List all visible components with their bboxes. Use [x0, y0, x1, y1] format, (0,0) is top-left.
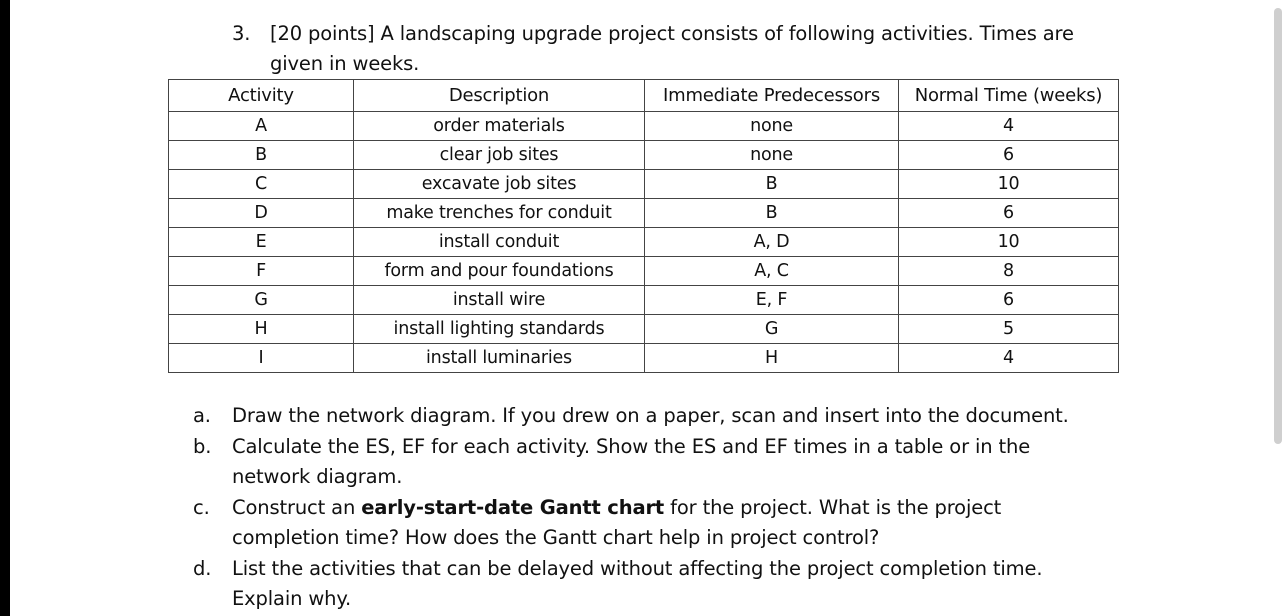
time-cell: 6	[899, 286, 1119, 315]
activity-cell: H	[169, 315, 354, 344]
table-row	[169, 199, 1119, 228]
predecessors-cell: B	[645, 199, 899, 228]
activity-cell: G	[169, 286, 354, 315]
predecessors-cell: E, F	[645, 286, 899, 315]
part-d-line-2: Explain why.	[232, 587, 352, 610]
time-cell: 8	[899, 257, 1119, 286]
activity-cell: E	[169, 228, 354, 257]
description-cell: install lighting standards	[354, 315, 645, 344]
part-d	[190, 554, 1130, 615]
header-activity: Activity	[169, 80, 354, 112]
part-a-marker: a.	[193, 404, 211, 427]
scrollbar-track[interactable]	[1270, 0, 1284, 616]
predecessors-cell: A, C	[645, 257, 899, 286]
description-cell: install conduit	[354, 228, 645, 257]
time-cell: 6	[899, 199, 1119, 228]
description-cell: clear job sites	[354, 141, 645, 170]
predecessors-cell: G	[645, 315, 899, 344]
activity-cell: B	[169, 141, 354, 170]
window-left-edge	[0, 0, 10, 616]
part-c-pre: Construct an	[232, 495, 362, 519]
activity-cell: A	[169, 112, 354, 141]
table-row	[169, 228, 1119, 257]
time-cell: 10	[899, 228, 1119, 257]
part-a-text: Draw the network diagram. If you drew on a paper, scan and insert into the document.	[232, 404, 1069, 427]
description-cell: install luminaries	[354, 344, 645, 373]
predecessors-cell: none	[645, 141, 899, 170]
predecessors-cell: H	[645, 344, 899, 373]
predecessors-cell: A, D	[645, 228, 899, 257]
header-predecessors: Immediate Predecessors	[645, 80, 899, 112]
table-row	[169, 112, 1119, 141]
table-row	[169, 141, 1119, 170]
part-c-post: for the project. What is the project	[664, 495, 1002, 519]
question-parts-list	[190, 401, 1130, 615]
activity-cell: D	[169, 199, 354, 228]
description-cell: order materials	[354, 112, 645, 141]
table-header-row	[169, 80, 1119, 112]
question-heading	[232, 19, 1152, 79]
part-c-line-2: completion time? How does the Gantt chart help in project control?	[232, 526, 880, 549]
activity-cell: F	[169, 257, 354, 286]
description-cell: install wire	[354, 286, 645, 315]
part-b-line-2: network diagram.	[232, 465, 403, 488]
header-normal-time: Normal Time (weeks)	[899, 80, 1119, 112]
part-b	[190, 432, 1130, 493]
activities-table	[168, 79, 1119, 373]
predecessors-cell: none	[645, 112, 899, 141]
time-cell: 6	[899, 141, 1119, 170]
activity-cell: I	[169, 344, 354, 373]
table-row	[169, 344, 1119, 373]
part-a	[190, 401, 1130, 432]
description-cell: make trenches for conduit	[354, 199, 645, 228]
table-row	[169, 286, 1119, 315]
table-row	[169, 315, 1119, 344]
part-c-line-1	[232, 493, 1130, 524]
part-b-line-1: Calculate the ES, EF for each activity. Show the ES and EF times in a table or in the	[232, 434, 1031, 458]
table-row	[169, 170, 1119, 199]
question-line-1	[232, 19, 1152, 49]
time-cell: 5	[899, 315, 1119, 344]
question-number: 3.	[232, 22, 251, 45]
time-cell: 4	[899, 344, 1119, 373]
header-description: Description	[354, 80, 645, 112]
question-text-1: [20 points] A landscaping upgrade project consists of following activities. Times are	[270, 22, 1074, 45]
scrollbar-thumb[interactable]	[1274, 8, 1282, 444]
time-cell: 10	[899, 170, 1119, 199]
part-b-marker: b.	[193, 434, 212, 458]
description-cell: excavate job sites	[354, 170, 645, 199]
time-cell: 4	[899, 112, 1119, 141]
predecessors-cell: B	[645, 170, 899, 199]
description-cell: form and pour foundations	[354, 257, 645, 286]
part-d-marker: d.	[193, 556, 212, 580]
part-d-line-1: List the activities that can be delayed without affecting the project completion time.	[232, 556, 1043, 580]
part-c-bold: early-start-date Gantt chart	[361, 495, 665, 519]
table-row	[169, 257, 1119, 286]
question-line-2: given in weeks.	[270, 52, 420, 75]
activity-cell: C	[169, 170, 354, 199]
part-c	[190, 493, 1130, 554]
part-c-marker: c.	[193, 495, 210, 519]
